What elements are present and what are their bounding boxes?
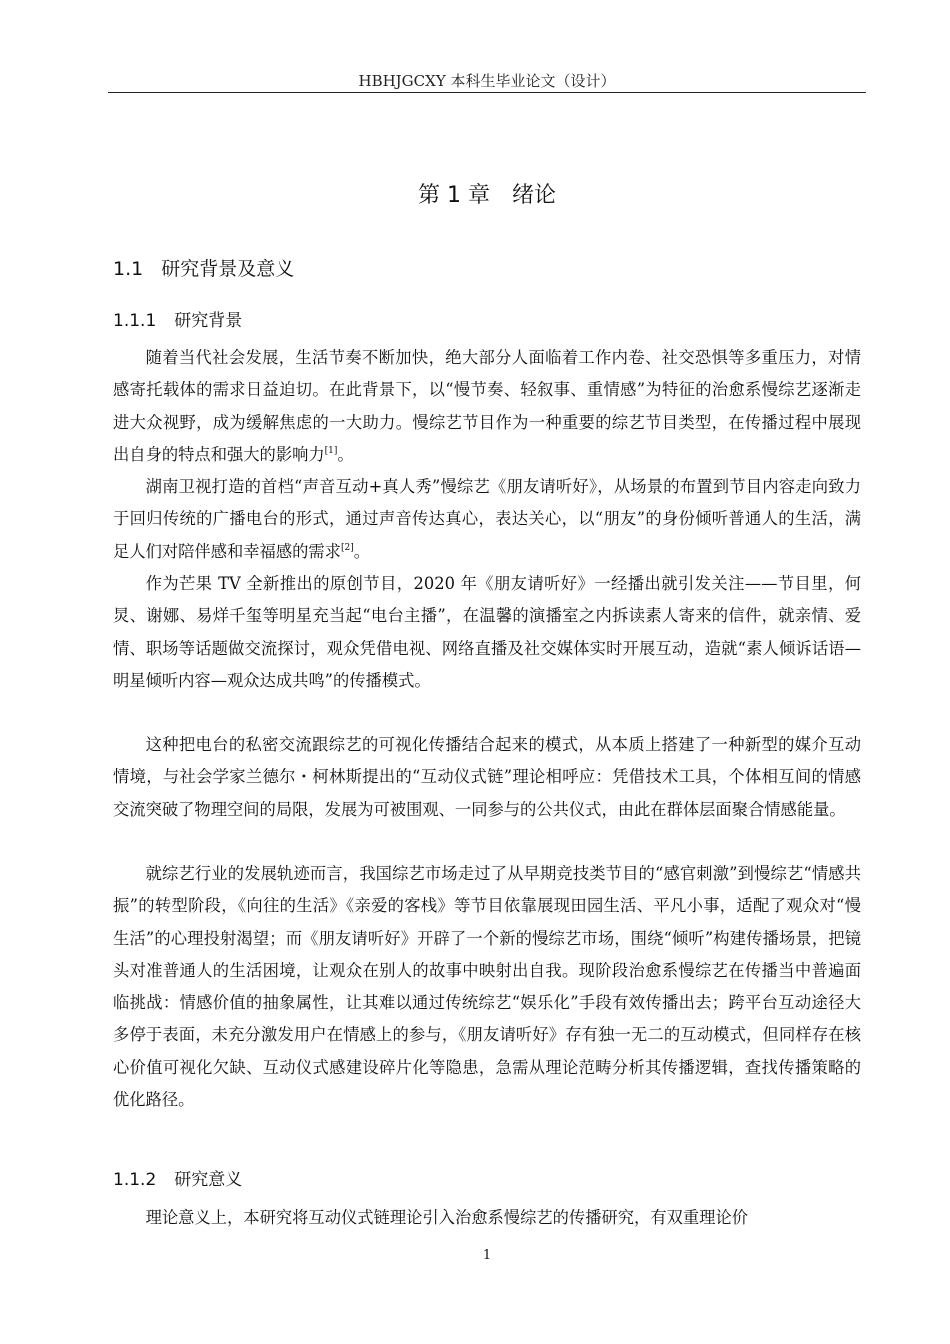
paragraph-text: 作为芒果 TV 全新推出的原创节目，2020 年《朋友请听好》一经播出就引发关注——节目里，何炅、谢娜、易烊千玺等明星充当起“电台主播”，在温馨的演播室之内拆读素人寄来的信件，就亲情、爱情、职场等话题做交流探讨，观众凭借电视、网络直播及社交媒体实时开展互动，造就“素人倾诉话语—明星倾听内容—观众达成共鸣”的传播模式。 (113, 574, 861, 690)
page-header: HBHJGCXY 本科生毕业论文（设计） (358, 72, 616, 90)
header-divider (108, 92, 866, 93)
subsection-heading-1-1-2 (113, 1165, 242, 1190)
page-number: 1 (482, 1248, 492, 1263)
paragraph-tail: 。 (337, 444, 354, 464)
paragraph-tail: 。 (353, 541, 370, 561)
citation-ref: [2] (340, 542, 354, 553)
paragraph-text: 湖南卫视打造的首档“声音互动+真人秀”慢综艺《朋友请听好》，从场景的布置到节目内容走向致力于回归传统的广播电台的形式，通过声音传达真心，表达关心，以“朋友”的身份倾听普通人的生活，满足人们对陪伴感和幸福感的需求 (113, 477, 861, 561)
paragraph-5 (113, 858, 861, 1116)
paragraph-text: 随着当代社会发展，生活节奏不断加快，绝大部分人面临着工作内卷、社交恐惧等多重压力，对情感寄托载体的需求日益迫切。在此背景下，以“慢节奏、轻叙事、重情感”为特征的治愈系慢综艺逐渐走进大众视野，成为缓解焦虑的一大助力。慢综艺节目作为一种重要的综艺节目类型，在传播过程中展现出自身的特点和强大的影响力 (113, 348, 861, 464)
paragraph-text: 这种把电台的私密交流跟综艺的可视化传播结合起来的模式，从本质上搭建了一种新型的媒介互动情境，与社会学家兰德尔・柯林斯提出的“互动仪式链”理论相呼应：凭借技术工具，个体相互间的情感交流突破了物理空间的局限，发展为可被围观、一同参与的公共仪式，由此在群体层面聚合情感能量。 (113, 735, 861, 819)
subsection-number: 1.1.1 (113, 311, 157, 331)
paragraph-6 (113, 1202, 861, 1234)
subsection-title: 研究背景 (174, 311, 243, 331)
paragraph-4 (113, 729, 861, 826)
subsection-title: 研究意义 (174, 1170, 243, 1190)
paragraph-text: 理论意义上，本研究将互动仪式链理论引入治愈系慢综艺的传播研究，有双重理论价 (145, 1208, 749, 1227)
citation-ref: [1] (324, 445, 338, 456)
subsection-heading-1-1-1 (113, 306, 242, 331)
paragraph-text: 就综艺行业的发展轨迹而言，我国综艺市场走过了从早期竞技类节目的“感官刺激”到慢综艺“情感共振”的转型阶段，《向往的生活》《亲爱的客栈》等节目依靠展现田园生活、平凡小事，适配了观众对“慢生活”的心理投射渴望；而《朋友请听好》开辟了一个新的慢综艺市场，围绕“倾听”构建传播场景，把镜头对准普通人的生活困境，让观众在别人的故事中映射出自我。现阶段治愈系慢综艺在传播当中普遍面临挑战：情感价值的抽象属性，让其难以通过传统综艺“娱乐化”手段有效传播出去；跨平台互动途径大多停于表面，未充分激发用户在情感上的参与，《朋友请听好》存有独一无二的互动模式，但同样存在核心价值可视化欠缺、互动仪式感建设碎片化等隐患，急需从理论范畴分析其传播逻辑，查找传播策略的优化路径。 (113, 864, 861, 1110)
paragraph-1 (113, 342, 861, 471)
section-title: 研究背景及意义 (161, 258, 295, 280)
chapter-title: 第 1 章 绪论 (418, 183, 556, 208)
paragraph-2 (113, 471, 861, 568)
section-heading-1-1 (113, 254, 294, 281)
paragraph-3 (113, 568, 861, 697)
section-number: 1.1 (113, 258, 144, 280)
subsection-number: 1.1.2 (113, 1170, 157, 1190)
